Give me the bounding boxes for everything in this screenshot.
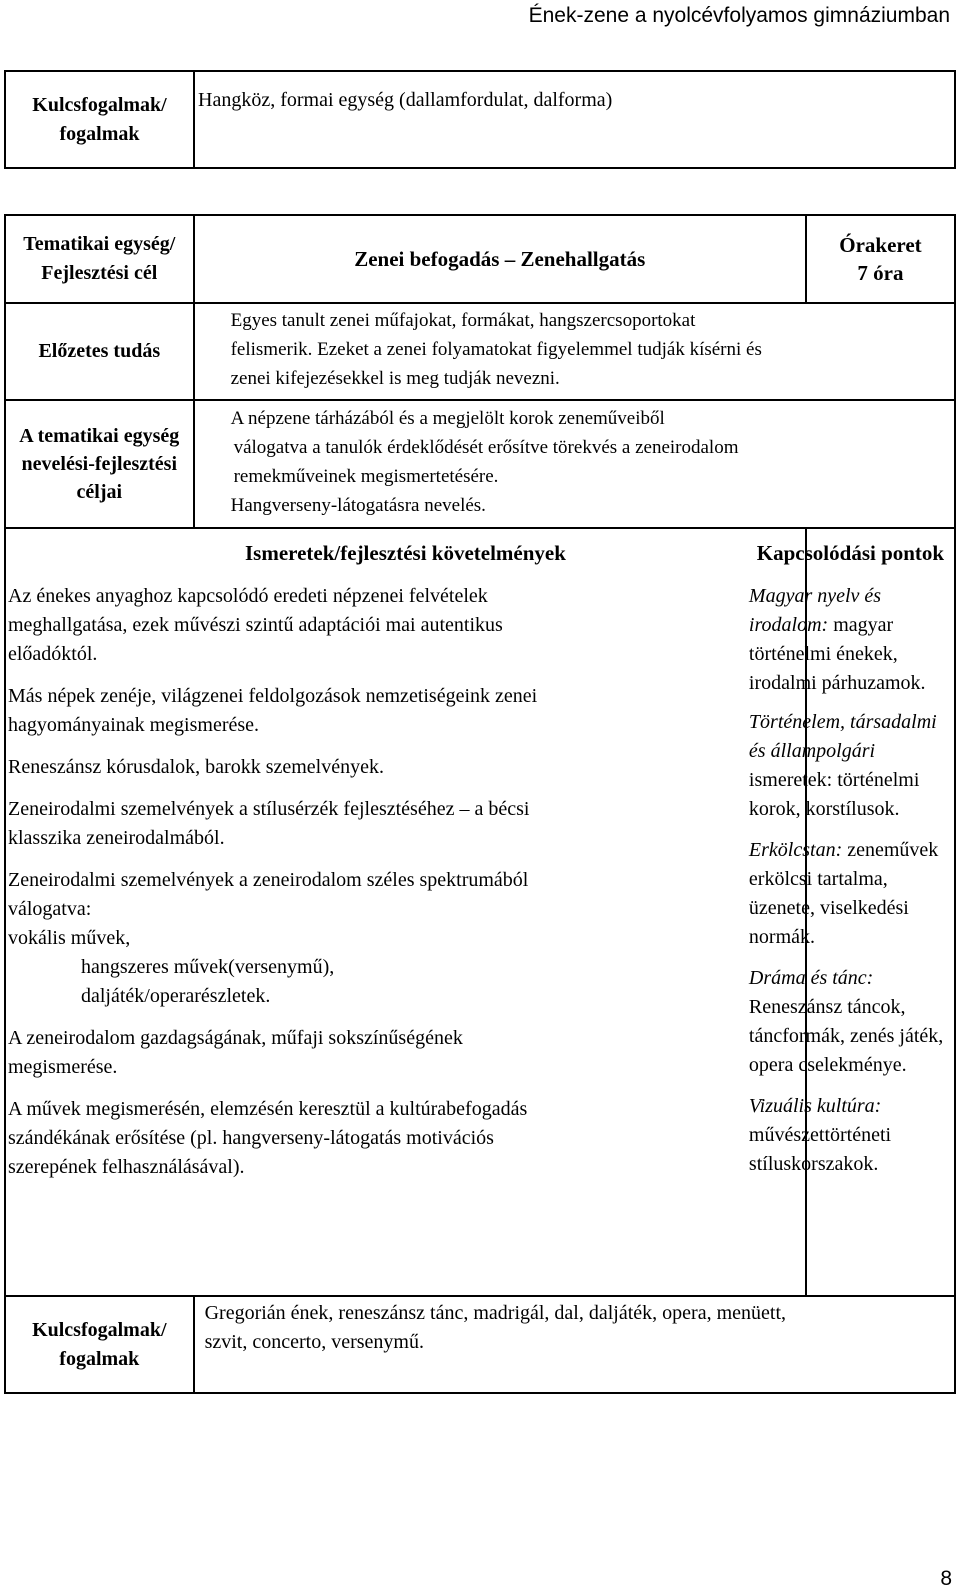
link-text: normák. <box>748 926 816 948</box>
hours <box>806 215 955 303</box>
key-concepts-label <box>5 71 194 168</box>
goals-label-line2: nevelési-fejlesztési <box>21 453 178 475</box>
link-text: magyar <box>828 614 894 636</box>
req-line: előadóktól. <box>8 643 98 665</box>
req-line: megismerése. <box>8 1056 118 1078</box>
key-concepts-label-bottom <box>5 1296 194 1393</box>
req-line-indented: daljáték/operarészletek. <box>81 985 271 1007</box>
requirement-item <box>8 866 805 1011</box>
link-item <box>749 1092 954 1179</box>
link-subject: és állampolgári <box>748 740 876 762</box>
link-text: művészettörténeti <box>748 1124 892 1146</box>
hours-label: Órakeret <box>839 233 922 257</box>
link-text: zeneművek <box>842 839 939 861</box>
link-subject: Történelem, társadalmi <box>748 711 937 733</box>
key-concepts-content <box>194 71 955 168</box>
key-line: Gregorián ének, reneszánsz tánc, madrigál, dal, daljáték, opera, menüett, <box>204 1302 786 1324</box>
link-text: történelmi énekek, <box>748 643 898 665</box>
link-text: táncformák, zenés játék, <box>748 1025 944 1047</box>
requirement-item <box>8 1095 805 1182</box>
key-concepts-table-top <box>4 70 956 169</box>
link-text: erkölcsi tartalma, <box>748 868 888 890</box>
page-header: Ének-zene a nyolcévfolyamos gimnáziumban <box>528 4 950 27</box>
link-text: stíluskorszakok. <box>748 1153 879 1175</box>
key-concepts-content-bottom <box>194 1296 955 1393</box>
req-line-indented: hangszeres művek(versenymű), <box>81 956 335 978</box>
requirements-header-text: Ismeretek/fejlesztési követelmények <box>245 541 566 565</box>
requirement-item <box>8 682 805 740</box>
requirement-item <box>8 582 805 669</box>
goals-line: A népzene tárházából és a megjelölt korok zeneműveiből <box>230 408 665 429</box>
link-subject: irodalom: <box>748 614 829 636</box>
key-line: szvit, concerto, versenymű. <box>204 1331 424 1353</box>
req-line: klasszika zeneirodalmából. <box>8 827 225 849</box>
theme-title <box>194 215 806 303</box>
prior-line: Egyes tanult zenei műfajokat, formákat, hangszercsoportokat <box>230 310 696 331</box>
requirement-item <box>8 795 805 853</box>
prior-line: zenei kifejezésekkel is meg tudják nevezni. <box>230 368 560 389</box>
prior-line: felismerik. Ezeket a zenei folyamatokat figyelemmel tudják kísérni és <box>230 339 762 360</box>
links-content <box>748 578 955 1296</box>
goals-line: Hangverseny-látogatásra nevelés. <box>230 495 486 516</box>
link-text: üzenete, viselkedési <box>748 897 909 919</box>
goals-line: remekműveinek megismertetésére. <box>233 466 499 487</box>
link-subject: Magyar nyelv és <box>748 585 882 607</box>
link-item <box>749 708 954 824</box>
req-line: meghallgatása, ezek művészi szintű adaptációi mai autentikus <box>8 614 503 636</box>
page-number: 8 <box>940 1567 952 1590</box>
req-line: vokális művek, <box>8 927 131 949</box>
key-concepts-label-line1: Kulcsfogalmak/ <box>32 93 167 116</box>
goals-label-line1: A tematikai egység <box>19 425 180 447</box>
key-concepts-text: Hangköz, formai egység (dallamfordulat, dalforma) <box>198 89 613 111</box>
key-concepts-label-line2: fogalmak <box>59 122 140 145</box>
hours-value: 7 óra <box>857 261 904 285</box>
req-line: szándékának erősítése (pl. hangverseny-látogatás motivációs <box>8 1127 494 1149</box>
req-line: Zeneirodalmi szemelvények a stílusérzék fejlesztéséhez – a bécsi <box>8 798 530 820</box>
link-text: korok, korstílusok. <box>748 798 900 820</box>
goals-line: válogatva a tanulók érdeklődését erősítve törekvés a zeneirodalom <box>233 437 739 458</box>
requirement-item <box>8 1024 805 1082</box>
link-item <box>749 582 954 698</box>
goals-content <box>194 400 955 528</box>
link-text: opera cselekménye. <box>748 1054 907 1076</box>
req-line: szerepének felhasználásával). <box>8 1156 245 1178</box>
theme-label <box>5 215 194 303</box>
prior-knowledge-content <box>194 303 955 400</box>
link-text: ismeretek: történelmi <box>748 769 920 791</box>
req-line: Más népek zenéje, világzenei feldolgozások nemzetiségeink zenei <box>8 685 538 707</box>
link-subject: Erkölcstan: <box>748 839 843 861</box>
links-header <box>756 528 955 578</box>
requirements-content <box>5 578 806 1296</box>
link-item <box>749 964 954 1080</box>
link-subject: Dráma és tánc: <box>748 967 874 989</box>
req-line: hagyományainak megismerése. <box>8 714 260 736</box>
link-subject: Vizuális kultúra: <box>748 1095 882 1117</box>
key-label-line1: Kulcsfogalmak/ <box>32 1318 167 1341</box>
prior-knowledge-label <box>5 303 194 400</box>
link-text: Reneszánsz táncok, <box>748 996 906 1018</box>
requirement-item <box>8 753 805 782</box>
key-label-line2: fogalmak <box>59 1347 140 1370</box>
theme-label-line1: Tematikai egység/ <box>23 233 176 255</box>
links-header-text: Kapcsolódási pontok <box>756 541 945 565</box>
prior-label-text: Előzetes tudás <box>38 340 161 362</box>
thematic-unit-table <box>4 214 956 1394</box>
req-line: válogatva: <box>8 898 92 920</box>
goals-label-line3: céljai <box>76 481 123 503</box>
req-line: Az énekes anyaghoz kapcsolódó eredeti népzenei felvételek <box>8 585 488 607</box>
requirements-header <box>5 528 806 578</box>
link-item <box>749 836 954 952</box>
req-line: Reneszánsz kórusdalok, barokk szemelvények. <box>8 756 384 778</box>
goals-label <box>5 400 194 528</box>
req-line: A zeneirodalom gazdagságának, műfaji sokszínűségének <box>8 1027 463 1049</box>
theme-label-line2: Fejlesztési cél <box>41 262 158 284</box>
req-line: Zeneirodalmi szemelvények a zeneirodalom széles spektrumából <box>8 869 529 891</box>
link-text: irodalmi párhuzamok. <box>748 672 926 694</box>
req-line: A művek megismerésén, elemzésén keresztül a kultúrabefogadás <box>8 1098 528 1120</box>
theme-title-text: Zenei befogadás – Zenehallgatás <box>354 246 646 271</box>
